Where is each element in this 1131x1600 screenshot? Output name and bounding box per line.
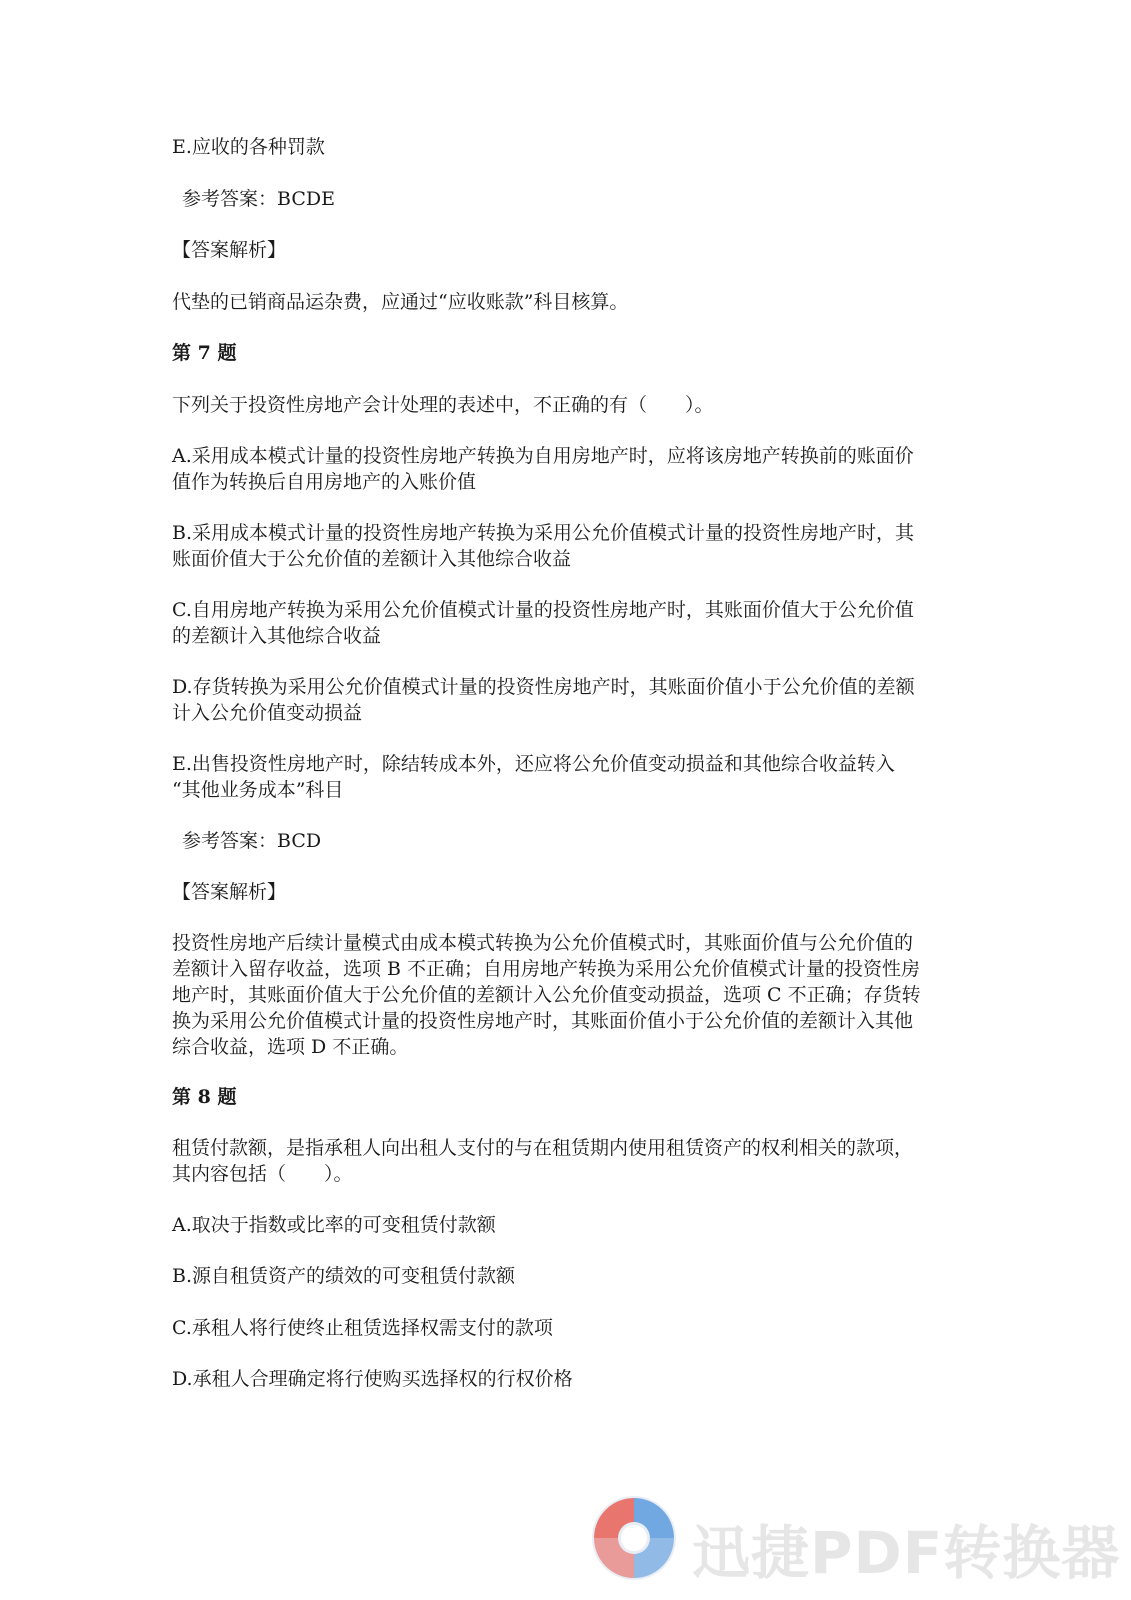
watermark-text: 迅捷PDF转换器 [692,1519,1121,1587]
q7-option-a-line1: A.采用成本模式计量的投资性房地产转换为自用房地产时，应将该房地产转换前的账面价 [172,445,914,467]
q7-analysis-label: 【答案解析】 [172,881,287,903]
q7-analysis-line: 差额计入留存收益，选项 B 不正确；自用房地产转换为采用公允价值模式计量的投资性房 [172,958,921,980]
q7-answer: 参考答案：BCD [182,830,322,852]
q8-stem-line1: 租赁付款额，是指承租人向出租人支付的与在租赁期内使用租赁资产的权利相关的款项， [172,1137,914,1159]
q7-option-e-line2: “其他业务成本”科目 [172,779,344,801]
q7-analysis-line: 地产时，其账面价值大于公允价值的差额计入公允价值变动损益，选项 C 不正确；存货转 [172,984,921,1006]
q7-option-e-line1: E.出售投资性房地产时，除结转成本外，还应将公允价值变动损益和其他综合收益转入 [172,753,895,775]
q7-analysis-line: 综合收益，选项 D 不正确。 [172,1036,409,1058]
q7-analysis-line: 投资性房地产后续计量模式由成本模式转换为公允价值模式时，其账面价值与公允价值的 [172,932,914,954]
q7-analysis [172,930,962,1060]
q8-stem [172,1135,962,1187]
q8-title: 第 8 题 [172,1086,237,1108]
prev-analysis: 代垫的已销商品运杂费，应通过“应收账款”科目核算。 [172,291,629,313]
q7-option-c-line1: C.自用房地产转换为采用公允价值模式计量的投资性房地产时，其账面价值大于公允价值 [172,599,914,621]
q7-option-d-line2: 计入公允价值变动损益 [172,702,363,724]
q7-analysis-line: 换为采用公允价值模式计量的投资性房地产时，其账面价值小于公允价值的差额计入其他 [172,1010,914,1032]
q7-option-b-line2: 账面价值大于公允价值的差额计入其他综合收益 [172,548,572,570]
q7-option-d [172,674,962,726]
pdf-converter-logo-icon [588,1492,680,1584]
q7-option-b-line1: B.采用成本模式计量的投资性房地产转换为采用公允价值模式计量的投资性房地产时，其 [172,522,915,544]
prev-analysis-label: 【答案解析】 [172,239,287,261]
q8-option-b: B.源自租赁资产的绩效的可变租赁付款额 [172,1265,516,1287]
q7-stem: 下列关于投资性房地产会计处理的表述中，不正确的有（ ）。 [172,394,714,416]
watermark [588,1492,1121,1592]
q7-option-c [172,597,962,649]
q8-option-d: D.承租人合理确定将行使购买选择权的行权价格 [172,1368,573,1390]
q8-stem-line2: 其内容包括（ ）。 [172,1163,353,1185]
q8-option-a: A.取决于指数或比率的可变租赁付款额 [172,1214,496,1236]
q7-option-c-line2: 的差额计入其他综合收益 [172,625,382,647]
q7-title: 第 7 题 [172,342,237,364]
q7-option-a-line2: 值作为转换后自用房地产的入账价值 [172,471,477,493]
prev-option-e: E.应收的各种罚款 [172,136,325,158]
prev-answer: 参考答案：BCDE [182,188,335,210]
q7-option-b [172,520,962,572]
q7-option-e [172,751,962,803]
q8-option-c: C.承租人将行使终止租赁选择权需支付的款项 [172,1317,553,1339]
q7-option-a [172,443,962,495]
q7-option-d-line1: D.存货转换为采用公允价值模式计量的投资性房地产时，其账面价值小于公允价值的差额 [172,676,915,698]
